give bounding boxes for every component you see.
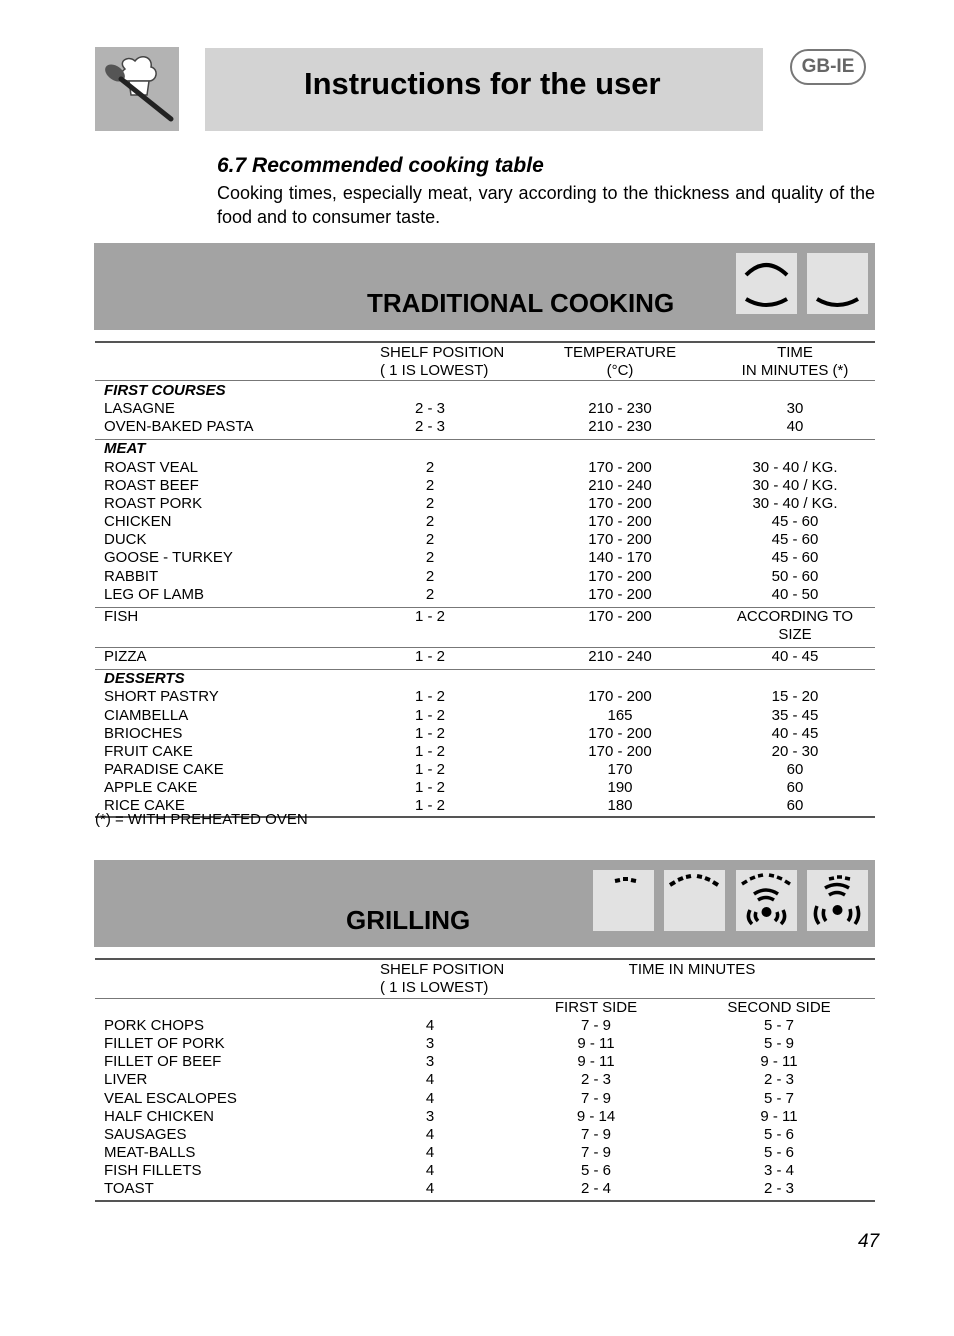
top-element-icon <box>736 253 797 314</box>
bottom-element-icon <box>807 253 868 314</box>
country-badge: GB-IE <box>790 49 866 85</box>
shelf-value: 3 <box>425 1035 435 1053</box>
time-value: ACCORDING TO <box>736 607 854 625</box>
time-value: 45 - 60 <box>771 549 819 567</box>
grill-small-icon <box>593 870 654 931</box>
temperature-value: 170 - 200 <box>588 513 652 531</box>
food-name: FISH FILLETS <box>104 1162 202 1180</box>
temperature-value: 210 - 240 <box>588 648 652 666</box>
temperature-value: 170 - 200 <box>588 724 652 742</box>
grill-header-time: TIME IN MINUTES <box>628 961 756 978</box>
food-name: ROAST PORK <box>104 494 203 512</box>
time-value: 30 - 40 / KG. <box>752 476 838 494</box>
time-value: 30 <box>786 400 804 418</box>
title-banner <box>205 48 763 131</box>
food-name: FRUIT CAKE <box>104 742 193 760</box>
table-divider <box>95 439 875 440</box>
food-name: MEAT-BALLS <box>104 1144 196 1162</box>
table-divider <box>95 1200 875 1202</box>
shelf-value: 1 - 2 <box>414 648 445 666</box>
temperature-value: 170 - 200 <box>588 567 652 585</box>
shelf-value: 2 - 3 <box>414 400 445 418</box>
first-side-value: 2 - 3 <box>580 1071 611 1089</box>
time-value: 45 - 60 <box>771 513 819 531</box>
first-side-value: 7 - 9 <box>580 1089 611 1107</box>
shelf-value: 4 <box>425 1017 435 1034</box>
food-name: TOAST <box>104 1180 154 1198</box>
grilling-title: GRILLING <box>346 905 471 935</box>
food-name: CIAMBELLA <box>104 706 189 724</box>
shelf-value: 2 - 3 <box>414 418 445 436</box>
shelf-value: 3 <box>425 1053 435 1071</box>
time-value: 40 - 45 <box>771 648 819 666</box>
grill-header-second-side: SECOND SIDE <box>727 999 831 1016</box>
food-name: LIVER <box>104 1071 148 1089</box>
shelf-value: 4 <box>425 1144 435 1162</box>
food-name: OVEN-BAKED PASTA <box>104 418 254 436</box>
category-heading: FIRST COURSES <box>104 382 226 399</box>
category-heading: DESSERTS <box>104 670 185 688</box>
header-temperature: TEMPERATURE <box>563 344 677 361</box>
second-side-value: 5 - 7 <box>763 1017 794 1034</box>
food-name: HALF CHICKEN <box>104 1107 215 1125</box>
temperature-value: 170 - 200 <box>588 458 652 476</box>
temperature-value: 170 - 200 <box>588 585 652 603</box>
grill-large-icon <box>664 870 725 931</box>
time-value-cont: SIZE <box>778 625 812 643</box>
shelf-value: 1 - 2 <box>414 797 445 815</box>
temperature-value: 170 - 200 <box>588 742 652 760</box>
temperature-value: 210 - 240 <box>588 476 652 494</box>
first-side-value: 5 - 6 <box>580 1162 611 1180</box>
time-value: 60 <box>786 797 804 815</box>
time-value: 15 - 20 <box>771 688 819 706</box>
time-value: 30 - 40 / KG. <box>752 458 838 476</box>
spoon-chef-hat-icon <box>95 47 179 131</box>
food-name: LASAGNE <box>104 400 175 418</box>
food-name: DUCK <box>104 531 147 549</box>
time-value: 20 - 30 <box>771 742 819 760</box>
temperature-value: 170 - 200 <box>588 531 652 549</box>
food-name: CHICKEN <box>104 513 172 531</box>
temperature-value: 190 <box>607 779 633 797</box>
food-name: PORK CHOPS <box>104 1017 205 1034</box>
food-name: FISH <box>104 607 139 625</box>
footnote: (*) = WITH PREHEATED OVEN <box>95 811 308 828</box>
shelf-value: 2 <box>425 476 435 494</box>
temperature-value: 170 - 200 <box>588 688 652 706</box>
first-side-value: 9 - 14 <box>576 1107 616 1125</box>
temperature-value: 180 <box>607 797 633 815</box>
shelf-value: 4 <box>425 1162 435 1180</box>
temperature-value: 170 <box>607 761 633 778</box>
second-side-value: 2 - 3 <box>763 1180 794 1198</box>
food-name: ROAST VEAL <box>104 458 198 476</box>
first-side-value: 9 - 11 <box>577 1035 615 1053</box>
time-value: 30 - 40 / KG. <box>752 494 838 512</box>
time-value: 60 <box>786 779 804 797</box>
time-value: 40 - 50 <box>771 585 819 603</box>
food-name: FILLET OF PORK <box>104 1035 225 1053</box>
header-shelf-sub: ( 1 IS LOWEST) <box>380 362 489 379</box>
food-name: ROAST BEEF <box>104 476 199 494</box>
time-value: 45 - 60 <box>771 531 819 549</box>
page-number: 47 <box>858 1231 880 1252</box>
time-value: 35 - 45 <box>771 706 819 724</box>
temperature-value: 210 - 230 <box>588 418 652 436</box>
section-title: 6.7 Recommended cooking table <box>217 154 544 177</box>
header-time-sub: IN MINUTES (*) <box>741 362 849 379</box>
shelf-value: 2 <box>425 513 435 531</box>
grill-header-shelf: SHELF POSITION <box>380 961 505 978</box>
time-value: 40 <box>786 418 804 436</box>
food-name: VEAL ESCALOPES <box>104 1089 237 1107</box>
second-side-value: 5 - 6 <box>763 1125 794 1143</box>
grill-header-shelf-sub: ( 1 IS LOWEST) <box>380 979 489 996</box>
shelf-value: 1 - 2 <box>414 706 445 724</box>
food-name: APPLE CAKE <box>104 779 198 797</box>
shelf-value: 1 - 2 <box>414 688 445 706</box>
first-side-value: 7 - 9 <box>580 1144 611 1162</box>
food-name: PIZZA <box>104 648 147 666</box>
fan-grill-small-icon <box>736 870 797 931</box>
page-title: Instructions for the user <box>304 66 661 101</box>
food-name: SAUSAGES <box>104 1125 187 1143</box>
food-name: FILLET OF BEEF <box>104 1053 222 1071</box>
traditional-cooking-band <box>94 243 875 330</box>
food-name: SHORT PASTRY <box>104 688 219 706</box>
second-side-value: 5 - 7 <box>763 1089 794 1107</box>
second-side-value: 2 - 3 <box>763 1071 794 1089</box>
shelf-value: 3 <box>425 1107 435 1125</box>
header-shelf: SHELF POSITION <box>380 344 505 361</box>
grilling-band <box>94 860 875 947</box>
shelf-value: 4 <box>425 1071 435 1089</box>
shelf-value: 1 - 2 <box>414 724 445 742</box>
first-side-value: 7 - 9 <box>580 1125 611 1143</box>
shelf-value: 2 <box>425 531 435 549</box>
shelf-value: 2 <box>425 494 435 512</box>
category-heading: MEAT <box>104 440 146 458</box>
food-name: RICE CAKE <box>104 797 185 815</box>
shelf-value: 4 <box>425 1180 435 1198</box>
food-name: RABBIT <box>104 567 159 585</box>
shelf-value: 1 - 2 <box>414 779 445 797</box>
second-side-value: 9 - 11 <box>760 1107 798 1125</box>
shelf-value: 4 <box>425 1089 435 1107</box>
table-divider <box>95 669 875 670</box>
header-temperature-sub: (°C) <box>606 362 634 379</box>
first-side-value: 9 - 11 <box>577 1053 615 1071</box>
header-time: TIME <box>777 344 813 361</box>
first-side-value: 7 - 9 <box>580 1017 611 1034</box>
temperature-value: 140 - 170 <box>588 549 652 567</box>
second-side-value: 5 - 6 <box>763 1144 794 1162</box>
temperature-value: 165 <box>607 706 633 724</box>
traditional-cooking-title: TRADITIONAL COOKING <box>367 288 675 318</box>
grill-header-first-side: FIRST SIDE <box>554 999 638 1016</box>
shelf-value: 2 <box>425 567 435 585</box>
time-value: 60 <box>786 761 804 778</box>
temperature-value: 210 - 230 <box>588 400 652 418</box>
shelf-value: 1 - 2 <box>414 761 445 778</box>
logo <box>95 47 179 131</box>
food-name: GOOSE - TURKEY <box>104 549 233 567</box>
food-name: LEG OF LAMB <box>104 585 205 603</box>
shelf-value: 1 - 2 <box>414 742 445 760</box>
shelf-value: 2 <box>425 549 435 567</box>
shelf-value: 2 <box>425 458 435 476</box>
shelf-value: 1 - 2 <box>414 607 445 625</box>
shelf-value: 2 <box>425 585 435 603</box>
temperature-value: 170 - 200 <box>588 494 652 512</box>
time-value: 40 - 45 <box>771 724 819 742</box>
second-side-value: 9 - 11 <box>760 1053 798 1071</box>
fan-grill-large-icon <box>807 870 868 931</box>
time-value: 50 - 60 <box>771 567 819 585</box>
food-name: PARADISE CAKE <box>104 761 224 778</box>
temperature-value: 170 - 200 <box>588 607 652 625</box>
food-name: BRIOCHES <box>104 724 183 742</box>
shelf-value: 4 <box>425 1125 435 1143</box>
second-side-value: 5 - 9 <box>763 1035 794 1053</box>
second-side-value: 3 - 4 <box>763 1162 794 1180</box>
first-side-value: 2 - 4 <box>580 1180 611 1198</box>
section-intro: Cooking times, especially meat, vary according to the thickness and quality of the food and to consumer taste. <box>217 183 875 227</box>
